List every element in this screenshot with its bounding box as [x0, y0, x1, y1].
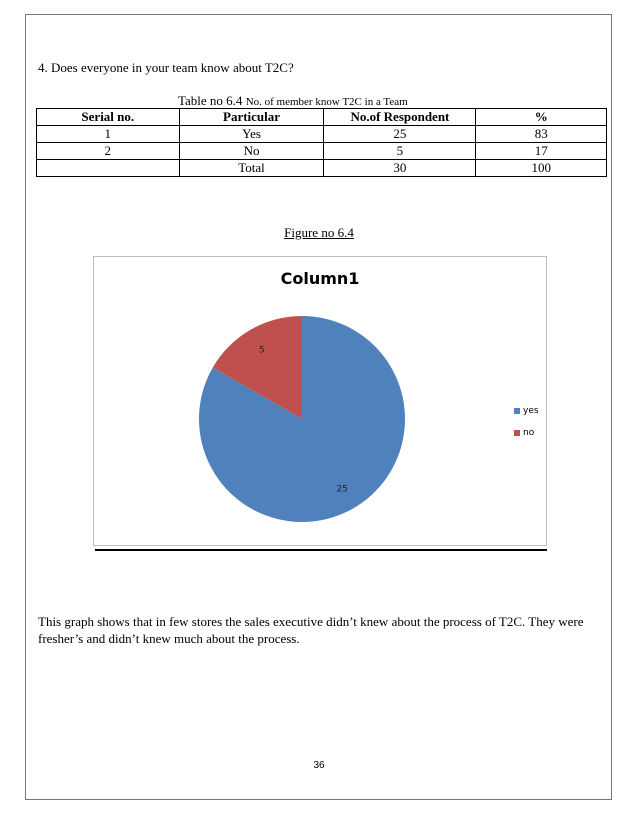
- header-particular: Particular: [179, 109, 324, 126]
- cell-respondent: 25: [324, 126, 476, 143]
- page-number: 36: [313, 760, 325, 771]
- legend-item-no: [514, 426, 539, 439]
- cell-percent: 17: [476, 143, 607, 160]
- legend-label-yes: yes: [523, 405, 539, 416]
- cell-percent: 83: [476, 126, 607, 143]
- table-row-total: [37, 160, 607, 177]
- cell-respondent: 30: [324, 160, 476, 177]
- legend-swatch-no: [514, 430, 520, 436]
- cell-particular: Yes: [179, 126, 324, 143]
- cell-respondent: 5: [324, 143, 476, 160]
- table-row: [37, 143, 607, 160]
- header-serial: Serial no.: [37, 109, 180, 126]
- table-caption: [178, 93, 408, 109]
- data-label-no: 5: [258, 345, 265, 356]
- pie-chart: [93, 256, 547, 546]
- data-label-yes: 25: [336, 484, 348, 495]
- legend-label-no: no: [523, 427, 535, 438]
- cell-particular: No: [179, 143, 324, 160]
- header-percent: %: [476, 109, 607, 126]
- table-caption-main: Table no 6.4: [178, 93, 243, 108]
- cell-percent: 100: [476, 160, 607, 177]
- cell-serial: [37, 160, 180, 177]
- respondent-table: [36, 108, 607, 177]
- table-row: [37, 126, 607, 143]
- question-text: 4. Does everyone in your team know about T2C?: [38, 60, 294, 75]
- cell-serial: 2: [37, 143, 180, 160]
- table-caption-sub: No. of member know T2C in a Team: [245, 96, 408, 108]
- figure-caption: Figure no 6.4: [284, 225, 354, 240]
- analysis-paragraph: This graph shows that in few stores the sales executive didn’t knew about the process of T2C. They were fresher’s and didn’t knew much about the process.: [38, 614, 584, 646]
- legend-swatch-yes: [514, 408, 520, 414]
- cell-particular: Total: [179, 160, 324, 177]
- cell-serial: 1: [37, 126, 180, 143]
- chart-title: Column1: [280, 269, 360, 288]
- table-header-row: [37, 109, 607, 126]
- header-respondent: No.of Respondent: [324, 109, 476, 126]
- chart-legend: [514, 404, 539, 448]
- pie-chart-svg: [94, 257, 546, 545]
- legend-item-yes: [514, 404, 539, 417]
- chart-underline: [95, 549, 547, 551]
